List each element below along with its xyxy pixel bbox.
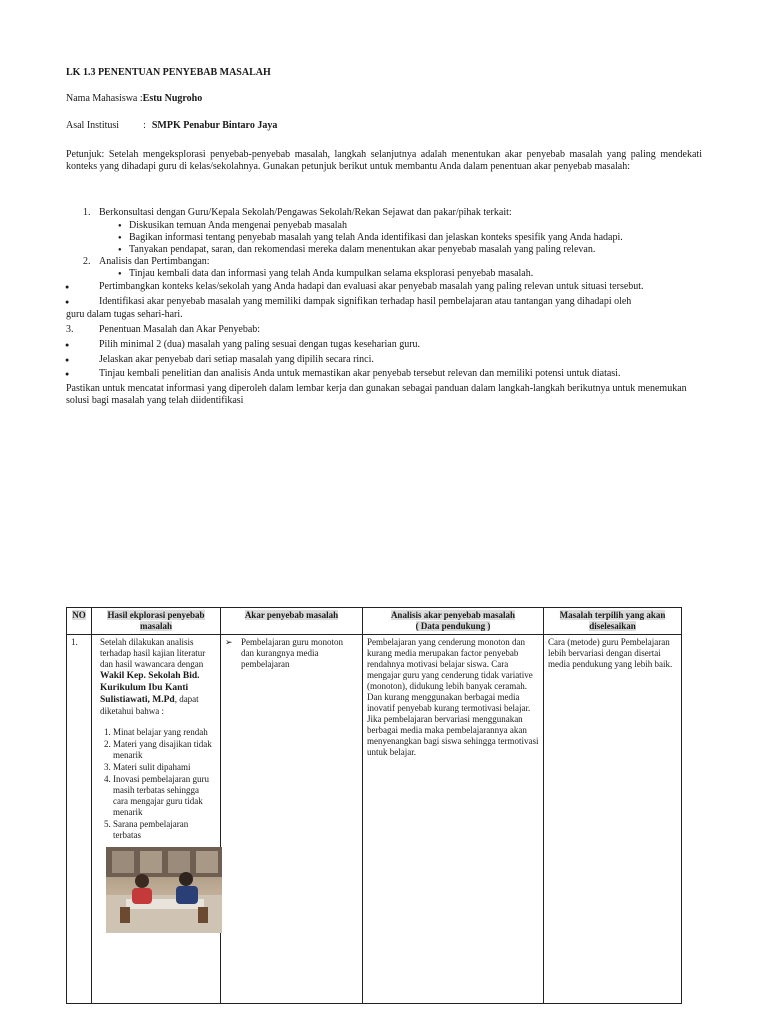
bullet-icon: ●	[118, 271, 122, 277]
list-item: 1. Minat belajar yang rendah	[113, 727, 216, 738]
table-header-row	[67, 608, 682, 635]
cell-akar	[221, 635, 363, 1004]
cell-hasil	[92, 635, 221, 1004]
student-name: Estu Nugroho	[142, 93, 203, 104]
hasil-intro: Setelah dilakukan analisis terhadap hasil kajian literatur dan hasil wawancara dengan	[100, 637, 206, 669]
list-item: 4. Inovasi pembelajaran guru masih terbatas sehingga cara mengajar guru tidak menarik	[113, 774, 216, 818]
interview-photo-illustration	[106, 847, 222, 933]
step-1-item: ● Bagikan informasi tentang penyebab masalah yang telah Anda identifikasi dan jelaskan konteks spesifik yang Anda hadapi.	[118, 232, 623, 243]
list-item: 5. Sarana pembelajaran terbatas	[113, 819, 216, 841]
institution-label: Asal Institusi	[66, 120, 120, 131]
step-2-item: ● Tinjau kembali data dan informasi yang telah Anda kumpulkan selama eksplorasi penyebab masalah.	[118, 268, 534, 279]
bullet-icon: ●	[65, 370, 70, 378]
step-2-extra: ● Identifikasi akar penyebab masalah yang memiliki dampak signifikan terhadap hasil pembelajaran atau tantangan yang dihadapi oleh	[65, 296, 632, 307]
table-row	[67, 635, 682, 1004]
bullet-icon: ●	[65, 356, 70, 364]
header-analisis: Analisis akar penyebab masalah ( Data pendukung )	[363, 608, 544, 635]
step-2-extra-cont: guru dalam tugas sehari-hari.	[66, 309, 183, 320]
bullet-icon: ●	[65, 341, 70, 349]
bullet-icon: ●	[118, 235, 122, 241]
step-2-text: Analisis dan Pertimbangan:	[99, 256, 210, 267]
header-akar: Akar penyebab masalah	[221, 608, 363, 635]
interview-photo	[106, 847, 222, 933]
header-no: NO	[67, 608, 92, 635]
step-1-number: 1.	[83, 207, 91, 218]
step-3-extra: ● Pilih minimal 2 (dua) masalah yang paling sesuai dengan tugas keseharian guru.	[65, 339, 421, 350]
cell-no: 1.	[67, 635, 92, 1004]
page-title: LK 1.3 PENENTUAN PENYEBAB MASALAH	[66, 67, 271, 78]
closing-paragraph: Pastikan untuk mencatat informasi yang diperoleh dalam lembar kerja dan gunakan sebagai panduan dalam langkah-langkah berikutnya untuk menemukan solusi bagi masalah yang telah diidentifikasi	[66, 383, 687, 406]
akar-text: Pembelajaran guru monoton dan kurangnya media pembelajaran	[241, 637, 343, 669]
header-masalah: Masalah terpilih yang akan diselesaikan	[544, 608, 682, 635]
bullet-icon: ●	[65, 283, 70, 291]
header-hasil: Hasil ekplorasi penyebab masalah	[92, 608, 221, 635]
cell-masalah: Cara (metode) guru Pembelajaran lebih bervariasi dengan disertai media pendukung yang lebih baik.	[544, 635, 682, 1004]
step-3-text: Penentuan Masalah dan Akar Penyebab:	[99, 324, 261, 335]
student-label: Nama Mahasiswa :	[66, 93, 143, 104]
hasil-name: Wakil Kep. Sekolah Bid. Kurikulum Ibu Kanti Sulistiawati, M.Pd	[100, 671, 200, 705]
institution-row	[66, 120, 277, 132]
bullet-icon: ●	[65, 298, 70, 306]
bullet-icon: ●	[118, 247, 122, 253]
step-1-text: Berkonsultasi dengan Guru/Kepala Sekolah/Pengawas Sekolah/Rekan Sejawat dan pakar/pihak terkait:	[99, 207, 512, 218]
institution-name: SMPK Penabur Bintaro Jaya	[151, 120, 278, 131]
step-1-item: ● Diskusikan temuan Anda mengenai penyebab masalah	[118, 220, 347, 231]
step-3-extra: ● Jelaskan akar penyebab dari setiap masalah yang dipilih secara rinci.	[65, 354, 374, 365]
step-1-item: ● Tanyakan pendapat, saran, dan rekomendasi mereka dalam menentukan akar penyebab masalah yang paling relevan.	[118, 244, 596, 255]
list-item: 2. Materi yang disajikan tidak menarik	[113, 739, 216, 761]
cell-analisis: Pembelajaran yang cenderung monoton dan kurang media merupakan factor penyebab rendahnya motivasi belajar siswa. Cara mengajar guru yang cenderung tidak variative (monoton), didukung lebih banyak ceramah. Dan kurang menggunakan berbagai media inovatif penyebab kurang termotivasi belajar. Jika pembelajaran bervariasi menggunakan berbagai media maka pembelajarannya akan menyenangkan bagi siswa sehingga termotivasi untuk belajar.	[363, 635, 544, 1004]
hasil-after: , dapat diketahui bahwa :	[100, 694, 199, 716]
step-3-number: 3.	[66, 324, 74, 335]
step-2-number: 2.	[83, 256, 91, 267]
student-row	[66, 93, 202, 105]
step-3-extra: ● Tinjau kembali penelitian dan analisis Anda untuk memastikan akar penyebab tersebut relevan dan memiliki potensi untuk diatasi.	[65, 368, 621, 379]
instruction-paragraph: Petunjuk: Setelah mengeksplorasi penyebab-penyebab masalah, langkah selanjutnya adalah menentukan akar penyebab masalah yang paling mendekati konteks yang dihadapi guru di kelas/sekolahnya. Gunakan petunjuk berikut untuk membantu Anda dalam penentuan akar penyebab masalah:	[66, 149, 702, 172]
list-item: 3. Materi sulit dipahami	[113, 762, 216, 773]
arrow-bullet-icon: ➢	[225, 637, 233, 647]
cause-analysis-table	[66, 607, 682, 1004]
hasil-list	[100, 727, 216, 841]
bullet-icon: ●	[118, 223, 122, 229]
step-2-extra: ● Pertimbangkan konteks kelas/sekolah yang Anda hadapi dan evaluasi akar penyebab masalah yang paling relevan untuk situasi tersebut.	[65, 281, 644, 292]
institution-sep: :	[143, 120, 146, 131]
